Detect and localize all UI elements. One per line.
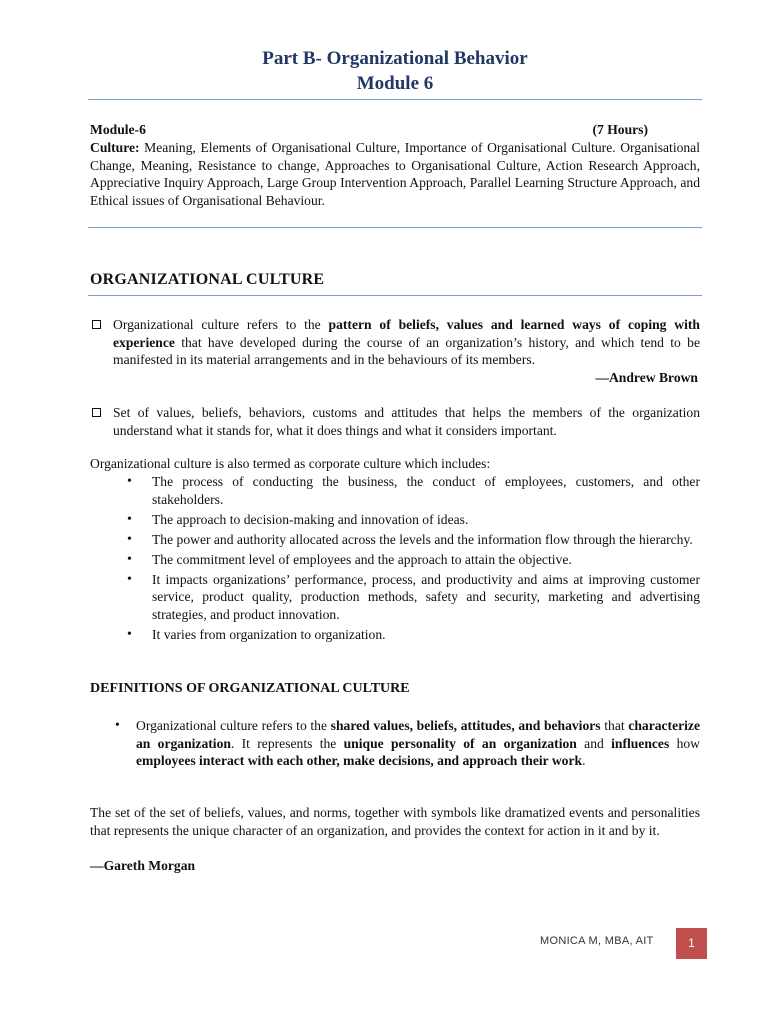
def-bold: unique personality of an organization bbox=[343, 735, 577, 751]
point1-text-end: that have developed during the course of an organization’s history, and which tend to be manifested in its material arrangements and in the behaviours of its members. bbox=[113, 334, 700, 368]
list-item: • It impacts organizations’ performance, process, and productivity and aims at improving customer service, product quality, production methods, safety and security, marketing and advertising strategies, and product innovation. bbox=[152, 571, 700, 624]
section-heading-definitions: DEFINITIONS OF ORGANIZATIONAL CULTURE bbox=[90, 681, 410, 696]
module-label: Module-6 bbox=[90, 122, 146, 137]
checkbox-bullet-icon bbox=[92, 320, 101, 329]
syllabus-rule bbox=[88, 227, 702, 228]
section-rule bbox=[88, 295, 702, 296]
def-bold: employees interact with each other, make decisions, and approach their work bbox=[136, 753, 583, 769]
module-hours: (7 Hours) bbox=[592, 122, 648, 137]
def-bold: shared values, beliefs, attitudes, and behaviors bbox=[330, 718, 601, 733]
checkbox-bullet-icon bbox=[92, 408, 101, 417]
list-item: • It varies from organization to organization. bbox=[152, 626, 700, 644]
module-title: Module 6 bbox=[356, 73, 434, 94]
def-text: that bbox=[600, 718, 629, 733]
def-text: and bbox=[576, 735, 612, 751]
def-text: Organizational culture refers to the bbox=[136, 718, 331, 733]
page-number-badge: 1 bbox=[676, 928, 707, 959]
def-text: how bbox=[669, 735, 700, 751]
corporate-culture-list bbox=[152, 473, 700, 646]
header-rule bbox=[88, 99, 702, 100]
bullet-icon: • bbox=[115, 717, 120, 732]
def-bold: influences bbox=[611, 735, 670, 751]
definition-shared-values bbox=[136, 717, 700, 770]
culture-label: Culture: bbox=[90, 140, 140, 155]
definition-set-of-values: Set of values, beliefs, behaviors, customs and attitudes that helps the members of the organization understand what it stands for, what it does things and what it considers important. bbox=[113, 405, 700, 438]
point1-bold: pattern of beliefs, values and learned ways of coping with experience bbox=[113, 317, 700, 350]
module-syllabus bbox=[90, 139, 700, 209]
point1-text: Organizational culture refers to the bbox=[113, 317, 329, 332]
footer-author: MONICA M, MBA, AIT bbox=[540, 935, 654, 947]
list-item: • The approach to decision-making and innovation of ideas. bbox=[152, 511, 700, 529]
def-text: . bbox=[582, 753, 586, 769]
definition-gareth-morgan: The set of the set of beliefs, values, and norms, together with symbols like dramatized events and personalities that represents the unique character of an organization, and provides the context for action in it and by it. bbox=[90, 805, 700, 838]
list-item: • The commitment level of employees and the approach to attain the objective. bbox=[152, 551, 700, 569]
author-andrew-brown: —Andrew Brown bbox=[595, 370, 698, 385]
document-title: Part B- Organizational Behavior bbox=[262, 48, 528, 69]
list-item: • The process of conducting the business, the conduct of employees, customers, and other stakeholders. bbox=[152, 473, 700, 508]
module-header bbox=[90, 122, 648, 138]
author-gareth-morgan: —Gareth Morgan bbox=[90, 858, 196, 873]
def-text: . It represents the bbox=[230, 735, 344, 751]
list-item: • The power and authority allocated across the levels and the information flow through the hierarchy. bbox=[152, 531, 700, 549]
definition-andrew-brown bbox=[113, 316, 700, 369]
syllabus-text: Meaning, Elements of Organisational Culture, Importance of Organisational Culture. Organisational Change, Meaning, Resistance to change, Approaches to Organisational Culture, Action Research Approach, Appreciative Inquiry Approach, Large Group Intervention Approach, Parallel Learning Structure Approach, and Ethical issues of Organisational Behaviour. bbox=[90, 140, 700, 208]
corporate-culture-intro: Organizational culture is also termed as corporate culture which includes: bbox=[90, 456, 491, 471]
section-heading-organizational-culture: ORGANIZATIONAL CULTURE bbox=[90, 271, 325, 288]
def-bold: characterize an organization bbox=[136, 718, 700, 751]
